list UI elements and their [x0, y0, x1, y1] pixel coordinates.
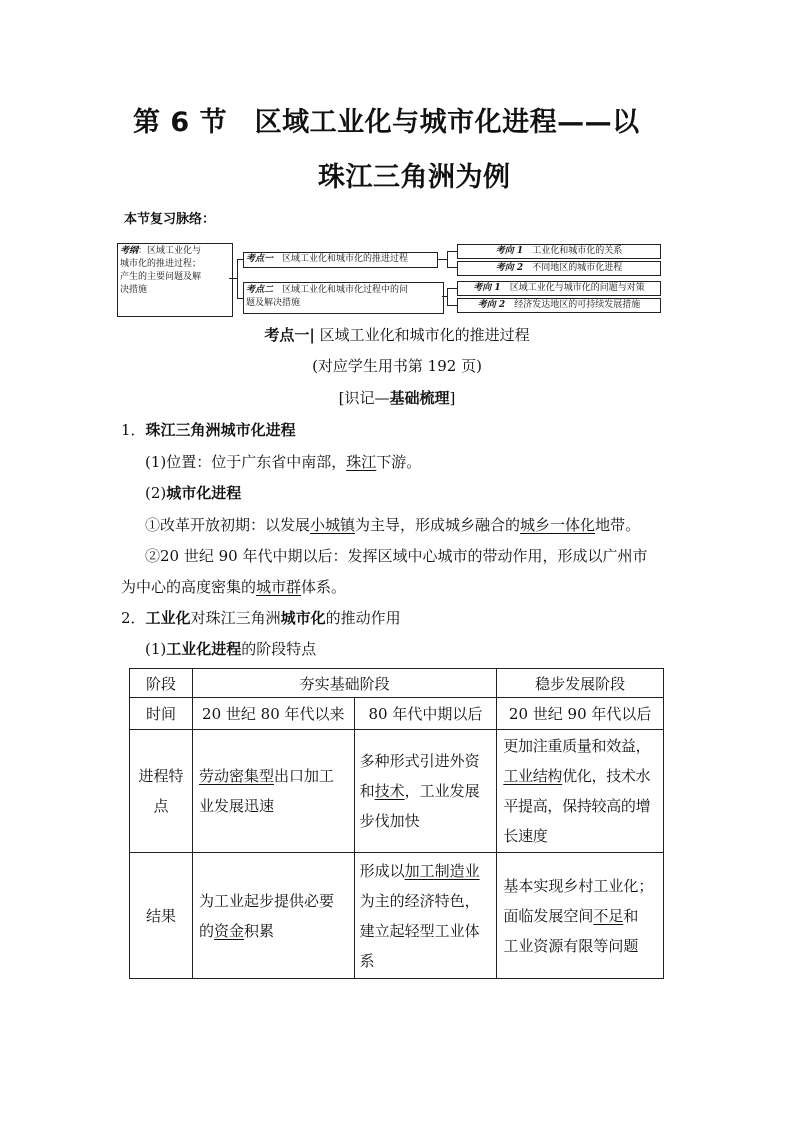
text-span: 多种形式引进外资 — [359, 752, 480, 770]
text-span: (1)位置：位于广东省中南部， — [145, 453, 347, 471]
text-span: 下游。 — [376, 453, 422, 471]
book-reference: (对应学生用书第 192 页) — [312, 357, 482, 375]
mindmap-direction-tag: 考向 2 — [495, 263, 524, 273]
stages-table — [129, 668, 664, 979]
connector — [229, 278, 237, 279]
text-span: 出口加工 — [273, 767, 334, 785]
item-1-location — [145, 455, 421, 470]
item-1-point-2-line1: ②20 世纪 90 年代中期以后：发挥区域中心城市的带动作用，形成以广州市 — [145, 547, 648, 565]
review-label: 本节复习脉络： — [124, 212, 216, 227]
mindmap-point-1 — [243, 252, 438, 268]
item-2-heading — [121, 611, 401, 626]
page-title-line2: 珠江三角洲为例 — [318, 162, 511, 193]
mindmap-direction-2 — [457, 261, 661, 276]
text-span: 平提高，保持较高的增 — [503, 797, 651, 815]
underlined-answer: 劳动密集型 — [198, 767, 274, 785]
table-cell-feature-label — [130, 730, 193, 853]
mindmap-direction-3 — [457, 281, 661, 296]
item-number: 1． — [121, 421, 146, 439]
text-span: 为工业起步提供必要 — [198, 891, 334, 910]
section-heading-text: 区域工业化和城市化的推进过程 — [314, 326, 530, 344]
table-cell — [354, 853, 497, 979]
table-header-solid: 夯实基础阶段 — [192, 669, 496, 698]
text-span: 的推动作用 — [325, 609, 401, 627]
table-cell-time-label: 时间 — [130, 698, 193, 730]
underlined-answer: 城市群 — [256, 578, 302, 596]
section-heading — [0, 328, 794, 343]
table-header-steady: 稳步发展阶段 — [497, 669, 664, 698]
mindmap-point-2-text: 区域工业化和城市化过程中的问 — [273, 285, 409, 295]
text-span: 积累 — [243, 921, 274, 940]
mindmap-root-text: 产生的主要问题及解 — [120, 272, 202, 282]
table-cell-result-label: 结果 — [130, 853, 193, 979]
mindmap-direction-text: 区域工业化与城市化的问题与对策 — [500, 283, 645, 293]
text-span: 系 — [359, 951, 375, 970]
connector — [447, 267, 457, 268]
connector — [437, 259, 447, 260]
item-1-heading-bold: 城市化进程 — [220, 421, 296, 439]
mindmap-root-tag: 考纲 — [120, 246, 139, 256]
mindmap-direction-tag: 考向 2 — [477, 300, 506, 310]
table-row — [130, 669, 664, 698]
table-cell: 20 世纪 90 年代以后 — [497, 698, 664, 730]
underlined-answer: 加工制造业 — [404, 861, 480, 880]
underlined-answer: 工业结构 — [503, 767, 563, 785]
text-span: 对珠江三角洲 — [190, 609, 281, 627]
underlined-answer: 城乡一体化 — [520, 516, 596, 534]
text-span: 体系。 — [301, 578, 347, 596]
item-1-point-1 — [145, 518, 640, 533]
sub-heading-bold: 工业化进程 — [166, 640, 242, 658]
item-2-sub1 — [145, 642, 316, 657]
table-row — [130, 730, 664, 853]
subheading-pre: [识记— — [338, 389, 390, 407]
mindmap-root-text: 城市化的推进过程； — [120, 259, 202, 269]
item-1-point-2-line2 — [121, 580, 346, 595]
mindmap-root-text: 决措施 — [120, 285, 148, 295]
text-span: ，工业发展 — [404, 782, 480, 800]
sub-heading-bold: 城市化进程 — [166, 484, 242, 502]
connector — [447, 305, 457, 306]
connector — [447, 288, 457, 289]
underlined-answer: 珠江 — [346, 453, 377, 471]
text-span: 的阶段特点 — [241, 640, 317, 658]
mindmap-root-box — [117, 243, 233, 317]
mindmap-point-2-tag: 考点二 — [246, 285, 274, 295]
mindmap-direction-1 — [457, 244, 661, 259]
table-row — [130, 698, 664, 730]
text-span: 工业资源有限等问题 — [503, 936, 639, 955]
mindmap-point-1-tag: 考点一 — [246, 254, 274, 264]
table-cell — [497, 730, 664, 853]
section-subheading — [0, 391, 794, 406]
text-span: 为主的经济特色， — [359, 891, 480, 910]
text-span: 和 — [359, 782, 375, 800]
mindmap-direction-tag: 考向 1 — [495, 246, 524, 256]
mindmap-direction-text: 不同地区的城市化进程 — [523, 263, 623, 273]
mindmap-point-2 — [243, 282, 444, 314]
item-number: 2． — [121, 609, 146, 627]
text-span: 为中心的高度密集的 — [121, 578, 257, 596]
item-1-sub2 — [145, 486, 241, 501]
mindmap-direction-tag: 考向 1 — [473, 283, 501, 293]
table-cell — [354, 730, 497, 853]
item-1-heading-pre: 珠江三角洲 — [145, 421, 221, 439]
connector — [237, 259, 238, 299]
table-cell — [192, 730, 354, 853]
text-span: 长速度 — [503, 827, 548, 845]
underlined-answer: 资金 — [213, 921, 244, 940]
text-span: 的 — [198, 921, 214, 940]
text-span: 业发展迅速 — [198, 797, 274, 815]
text-span: 地带。 — [595, 516, 641, 534]
table-cell — [497, 853, 664, 979]
sub-number: (2) — [145, 484, 167, 502]
text-span: 建立起轻型工业体 — [359, 921, 480, 940]
item-1-heading — [121, 423, 296, 438]
mindmap-point-1-text: 区域工业化和城市化的推进过程 — [273, 254, 409, 264]
text-span: 步伐加快 — [359, 812, 420, 830]
mindmap-direction-text: 工业化和城市化的关系 — [523, 246, 623, 256]
underlined-answer: 技术 — [374, 782, 405, 800]
page-title-line1: 第 6 节 区域工业化与城市化进程——以 — [133, 107, 640, 138]
text-span: 和 — [623, 906, 639, 925]
section-heading-tag: 考点一| — [264, 326, 315, 344]
text-bold: 城市化 — [280, 609, 326, 627]
sub-number: (1) — [145, 640, 167, 658]
connector — [447, 288, 448, 306]
mindmap-point-2-text: 题及解决措施 — [246, 298, 301, 308]
connector — [447, 251, 457, 252]
mindmap-direction-text: 经济发达地区的可持续发展措施 — [505, 300, 641, 310]
text-span: 形成以 — [359, 861, 405, 880]
table-cell — [192, 853, 354, 979]
table-row — [130, 853, 664, 979]
subheading-post: ] — [449, 389, 456, 407]
text-span: 更加注重质量和效益， — [503, 737, 651, 755]
subheading-bold: 基础梳理 — [389, 389, 450, 407]
underlined-answer: 小城镇 — [310, 516, 356, 534]
mindmap-root-text: ：区域工业化与 — [138, 246, 202, 256]
table-cell: 80 年代中期以后 — [354, 698, 497, 730]
connector — [447, 251, 448, 268]
feature-label: 进程特点 — [138, 767, 184, 815]
table-cell: 20 世纪 80 年代以来 — [192, 698, 354, 730]
text-span: 优化，技术水 — [562, 767, 651, 785]
text-span: 基本实现乡村工业化； — [503, 876, 654, 895]
text-span: ①改革开放初期：以发展 — [145, 516, 311, 534]
underlined-answer: 不足 — [593, 906, 624, 925]
text-span: 为主导，形成城乡融合的 — [355, 516, 521, 534]
mindmap-direction-4 — [457, 298, 661, 313]
text-span: 面临发展空间 — [503, 906, 594, 925]
text-bold: 工业化 — [145, 609, 191, 627]
table-header-stage: 阶段 — [130, 669, 193, 698]
